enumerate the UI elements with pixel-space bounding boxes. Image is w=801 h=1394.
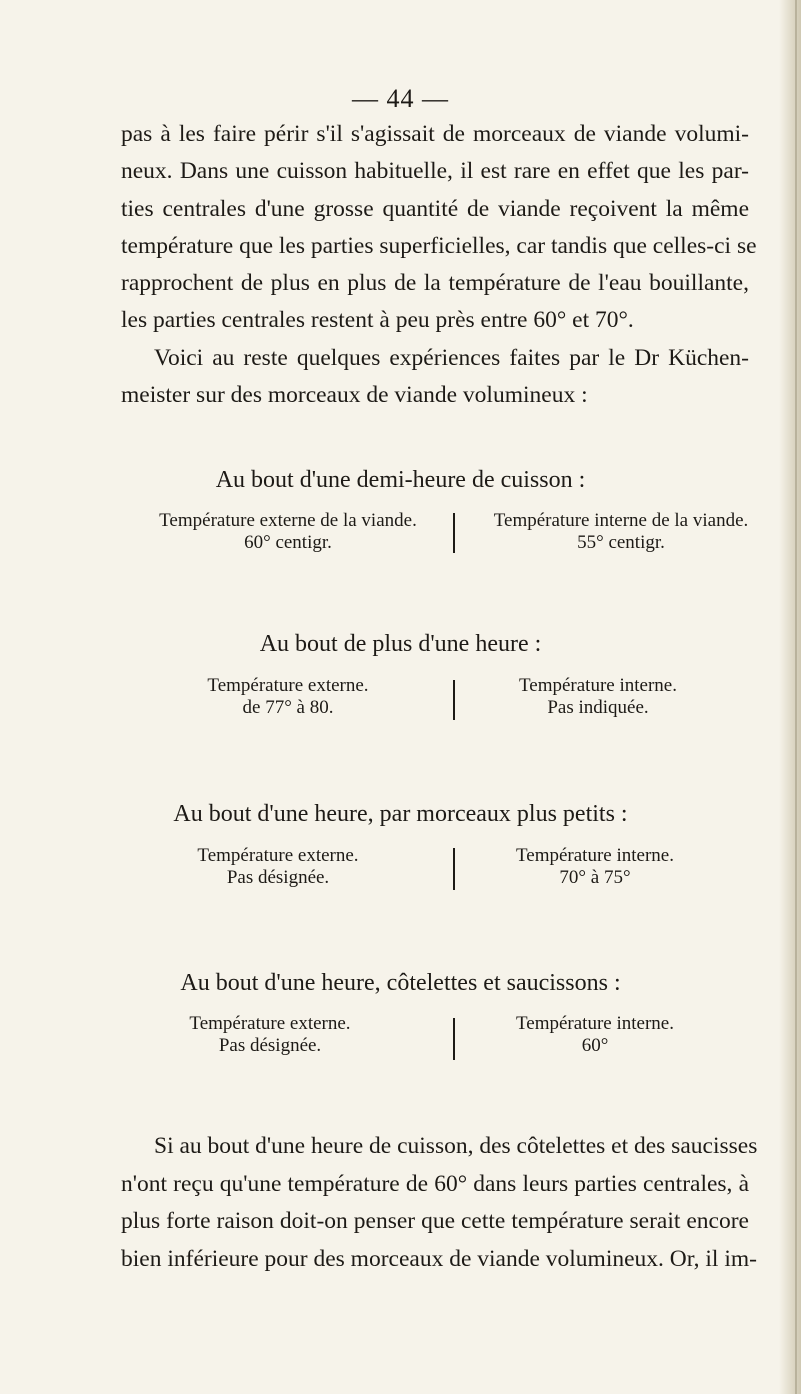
column-divider [453, 1018, 455, 1060]
internal-temperature-column [465, 1013, 725, 1057]
external-temperature-column [158, 675, 418, 719]
internal-temperature-label: Température interne. [519, 675, 677, 696]
text-line: n'ont reçu qu'une température de 60° dans leurs parties centrales, à [121, 1170, 749, 1197]
text-line: plus forte raison doit-on penser que cette température serait encore [121, 1208, 749, 1234]
external-temperature-column [138, 510, 438, 554]
page-edge-line [795, 0, 797, 1394]
column-divider [453, 680, 455, 720]
text-line: les parties centrales restent à peu près entre 60° et 70°. [121, 307, 634, 334]
external-temperature-value: Pas désignée. [226, 867, 330, 888]
external-temperature-label: Température externe. [189, 1013, 351, 1034]
text-line: température que les parties superficielles, car tandis que celles-ci se [121, 232, 757, 259]
internal-temperature-label: Température interne de la viande. [493, 510, 749, 531]
internal-temperature-value: 55° centigr. [577, 532, 665, 553]
external-temperature-column [148, 845, 408, 889]
intro-paragraph [121, 116, 757, 414]
page-number: — 44 — [352, 84, 449, 113]
text-line: meister sur des morceaux de viande volumineux : [121, 382, 588, 409]
column-divider [453, 513, 455, 553]
text-line: pas à les faire périr s'il s'agissait de morceaux de viande volumi- [121, 121, 749, 147]
experiment-heading-cutlets-sausages: Au bout d'une heure, côtelettes et saucissons : [180, 970, 621, 996]
conclusion-paragraph [121, 1128, 758, 1278]
experiment-heading-smaller-pieces: Au bout d'une heure, par morceaux plus petits : [173, 801, 628, 827]
text-line: neux. Dans une cuisson habituelle, il est rare en effet que les par- [121, 158, 749, 185]
experiment-heading-over-one-hour: Au bout de plus d'une heure : [259, 631, 542, 657]
internal-temperature-value: 70° à 75° [559, 867, 631, 888]
text-line: rapprochent de plus en plus de la température de l'eau bouillante, [121, 270, 749, 297]
internal-temperature-label: Température interne. [516, 1013, 674, 1034]
external-temperature-label: Température externe. [197, 845, 359, 866]
text-line: Si au bout d'une heure de cuisson, des côtelettes et des saucisses [154, 1133, 758, 1159]
text-line: bien inférieure pour des morceaux de viande volumineux. Or, il im- [121, 1245, 757, 1272]
internal-temperature-label: Température interne. [516, 845, 674, 866]
text-line: ties centrales d'une grosse quantité de viande reçoivent la même [121, 195, 749, 222]
text-line: Voici au reste quelques expériences faites par le Dr Küchen- [154, 344, 749, 371]
external-temperature-column [140, 1013, 400, 1057]
page-edge-shadow [779, 0, 801, 1394]
external-temperature-value: Pas désignée. [218, 1035, 322, 1056]
internal-temperature-column [465, 845, 725, 889]
external-temperature-label: Température externe de la viande. [159, 510, 417, 531]
external-temperature-label: Température externe. [207, 675, 369, 696]
internal-temperature-column [468, 675, 728, 719]
internal-temperature-value: 60° [581, 1035, 609, 1056]
external-temperature-value: de 77° à 80. [242, 697, 334, 718]
internal-temperature-value: Pas indiquée. [547, 697, 649, 718]
experiment-heading-half-hour: Au bout d'une demi-heure de cuisson : [215, 467, 586, 493]
column-divider [453, 848, 455, 890]
external-temperature-value: 60° centigr. [244, 532, 332, 553]
internal-temperature-column [462, 510, 780, 554]
